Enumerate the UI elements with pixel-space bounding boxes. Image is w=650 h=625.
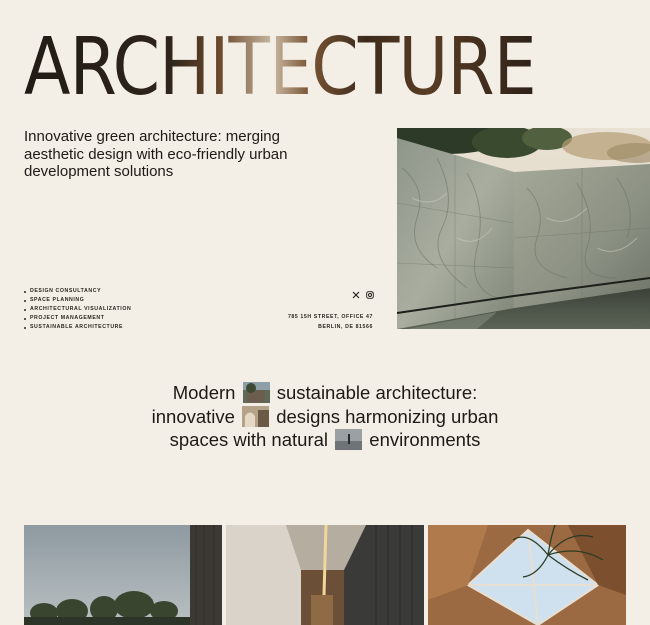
gallery-image-2[interactable] — [226, 525, 424, 625]
inline-thumbnail-2 — [242, 406, 269, 427]
bullet-icon — [24, 291, 26, 293]
bullet-icon — [24, 300, 26, 302]
gallery-image-1[interactable] — [24, 525, 222, 625]
hero-tagline: Innovative green architecture: merging aesthetic design with eco-friendly urban development solutions — [24, 128, 288, 181]
inline-thumbnail-1 — [243, 382, 270, 403]
service-item[interactable]: DESIGN CONSULTANCY — [24, 287, 131, 296]
address-line-2: BERLIN, DE 81566 — [318, 324, 373, 330]
instagram-icon[interactable] — [366, 286, 374, 294]
service-item[interactable]: SUSTAINABLE ARCHITECTURE — [24, 323, 131, 332]
address-line-1: 785 15H STREET, OFFICE 47 — [287, 314, 373, 320]
hero-title: ARCHITECTURE — [24, 28, 542, 107]
bullet-icon — [24, 309, 26, 311]
bullet-icon — [24, 318, 26, 320]
social-links — [352, 286, 374, 294]
service-item[interactable]: ARCHITECTURAL VISUALIZATION — [24, 305, 131, 314]
inline-thumbnail-3 — [335, 429, 362, 450]
service-item[interactable]: SPACE PLANNING — [24, 296, 131, 305]
bullet-icon — [24, 327, 26, 329]
office-address — [288, 312, 373, 332]
statement-text: Modern sustainable architecture: innovative designs harmonizing urban spaces with natural environments — [151, 382, 499, 450]
x-icon[interactable] — [352, 286, 360, 294]
hero-image — [397, 128, 650, 329]
gallery-image-3[interactable] — [428, 525, 626, 625]
services-list — [24, 287, 131, 332]
service-item[interactable]: PROJECT MANAGEMENT — [24, 314, 131, 323]
